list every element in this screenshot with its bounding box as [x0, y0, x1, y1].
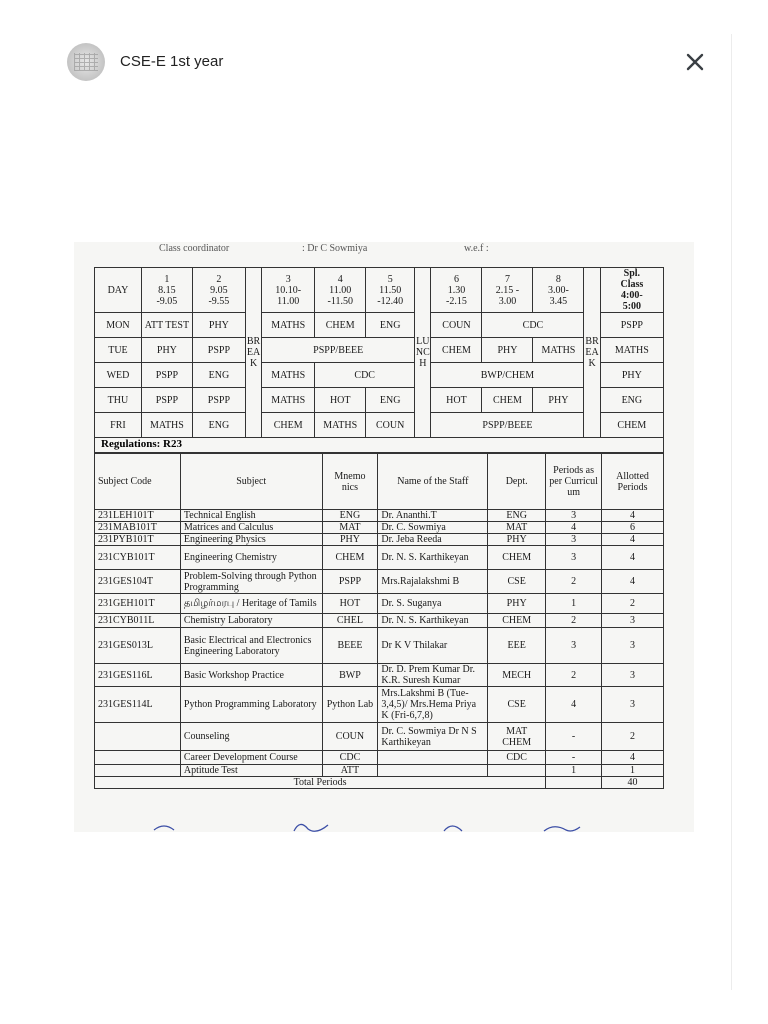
subject-cell-subject: Aptitude Test [180, 765, 322, 777]
cell-p6: CHEM [431, 338, 482, 363]
subject-cell-staff: Mrs.Lakshmi B (Tue-3,4,5)/ Mrs.Hema Priya K (Fri-6,7,8) [378, 687, 488, 723]
subject-cell-periods: 3 [546, 546, 602, 570]
subject-cell-periods: 1 [546, 594, 602, 614]
subject-cell-periods: 3 [546, 534, 602, 546]
subject-cell-periods: 1 [546, 765, 602, 777]
subject-row [95, 628, 664, 664]
subject-cell-staff: Dr. C. Sowmiya [378, 522, 488, 534]
subject-cell-allotted: 4 [602, 534, 664, 546]
regulations-label: Regulations: R23 [94, 435, 664, 453]
cell-spl: CHEM [600, 413, 663, 438]
head-staff: Name of the Staff [378, 454, 488, 510]
signature-scribbles [144, 822, 624, 832]
cell-p8: MATHS [533, 338, 584, 363]
scrap-name: : Dr C Sowmiya [302, 243, 368, 254]
subject-cell-subject: Career Development Course [180, 751, 322, 765]
subject-cell-dept: MECH [488, 664, 546, 687]
cell-p8: PHY [533, 388, 584, 413]
cell-p1: PSPP [141, 363, 192, 388]
subject-cell-allotted: 4 [602, 570, 664, 594]
cell-spl: ENG [600, 388, 663, 413]
cell-day: TUE [95, 338, 142, 363]
subject-row [95, 522, 664, 534]
subject-cell-allotted: 3 [602, 628, 664, 664]
subject-cell-staff: Dr. N. S. Karthikeyan [378, 614, 488, 628]
subject-cell-code: 231GEH101T [95, 594, 181, 614]
subject-row [95, 594, 664, 614]
subject-cell-subject: Engineering Chemistry [180, 546, 322, 570]
subject-cell-allotted: 4 [602, 510, 664, 522]
subject-cell-mnemo: ATT [322, 765, 378, 777]
cell-p5: ENG [366, 313, 415, 338]
subject-cell-code: 231CYB101T [95, 546, 181, 570]
scrap-coordinator: Class coordinator [159, 243, 230, 254]
subject-cell-staff: Dr. N. S. Karthikeyan [378, 546, 488, 570]
subject-row [95, 570, 664, 594]
cell-p2: PSPP [192, 388, 245, 413]
subject-cell-allotted: 2 [602, 723, 664, 751]
subject-cell-subject: தமிழர்மரபு / Heritage of Tamils [180, 594, 322, 614]
cell-p4: CHEM [315, 313, 366, 338]
subject-row [95, 751, 664, 765]
subject-row [95, 510, 664, 522]
subject-cell-subject: Chemistry Laboratory [180, 614, 322, 628]
cell-p78: CDC [482, 313, 584, 338]
group-avatar-icon[interactable] [67, 43, 105, 81]
subject-cell-dept: CHEM [488, 614, 546, 628]
head-periods: Periods as per Curricul um [546, 454, 602, 510]
cell-p2: PHY [192, 313, 245, 338]
break-column-2: BREAK [584, 268, 600, 438]
subject-cell-code: 231LEH101T [95, 510, 181, 522]
subject-cell-subject: Matrices and Calculus [180, 522, 322, 534]
subject-cell-subject: Technical English [180, 510, 322, 522]
cell-day: THU [95, 388, 142, 413]
cell-p1: PSPP [141, 388, 192, 413]
subject-cell-dept: CDC [488, 751, 546, 765]
subject-cell-periods: - [546, 751, 602, 765]
subject-row [95, 687, 664, 723]
cell-p45: CDC [315, 363, 415, 388]
lunch-column: LUNCH [415, 268, 431, 438]
total-row [95, 777, 664, 789]
subject-cell-dept: EEE [488, 628, 546, 664]
subject-cell-mnemo: MAT [322, 522, 378, 534]
cell-p345: PSPP/BEEE [262, 338, 415, 363]
head-p6: 6 1.30 -2.15 [431, 268, 482, 313]
subject-cell-dept: PHY [488, 594, 546, 614]
subject-cell-dept: PHY [488, 534, 546, 546]
subject-cell-code: 231GES013L [95, 628, 181, 664]
cell-day: FRI [95, 413, 142, 438]
subject-cell-staff: Dr. Jeba Reeda [378, 534, 488, 546]
head-spl: Spl. Class 4:00- 5:00 [600, 268, 663, 313]
subject-cell-subject: Counseling [180, 723, 322, 751]
subject-cell-mnemo: BEEE [322, 628, 378, 664]
break-column-1: BREAK [245, 268, 261, 438]
cell-spl: PHY [600, 363, 663, 388]
subject-cell-code [95, 765, 181, 777]
head-p3: 3 10.10- 11.00 [262, 268, 315, 313]
cell-p678: BWP/CHEM [431, 363, 584, 388]
subject-cell-allotted: 3 [602, 614, 664, 628]
timetable-row-fri [95, 413, 664, 438]
subject-cell-periods: 4 [546, 687, 602, 723]
head-dept: Dept. [488, 454, 546, 510]
subject-cell-periods: 2 [546, 614, 602, 628]
panel-divider [731, 34, 732, 990]
cell-p3: MATHS [262, 363, 315, 388]
subject-cell-subject: Python Programming Laboratory [180, 687, 322, 723]
subject-row [95, 534, 664, 546]
subject-cell-staff: Dr. Ananthi.T [378, 510, 488, 522]
subject-cell-code [95, 723, 181, 751]
head-p5: 5 11.50 -12.40 [366, 268, 415, 313]
scrap-wef: w.e.f : [464, 243, 489, 254]
subject-cell-allotted: 3 [602, 664, 664, 687]
subject-cell-allotted: 2 [602, 594, 664, 614]
subject-row [95, 546, 664, 570]
subject-cell-dept: CSE [488, 687, 546, 723]
cell-p3: CHEM [262, 413, 315, 438]
subject-cell-mnemo: ENG [322, 510, 378, 522]
timetable-row-tue [95, 338, 664, 363]
subject-cell-allotted: 3 [602, 687, 664, 723]
subject-cell-allotted: 6 [602, 522, 664, 534]
subject-cell-dept: ENG [488, 510, 546, 522]
subject-cell-staff: Dr. S. Suganya [378, 594, 488, 614]
subject-row [95, 723, 664, 751]
photo-header-scrap [74, 242, 694, 260]
cell-p7: PHY [482, 338, 533, 363]
subject-cell-mnemo: COUN [322, 723, 378, 751]
subject-cell-allotted: 1 [602, 765, 664, 777]
subject-cell-periods: 4 [546, 522, 602, 534]
cell-p1: ATT TEST [141, 313, 192, 338]
subject-cell-subject: Engineering Physics [180, 534, 322, 546]
cell-p5: COUN [366, 413, 415, 438]
subject-cell-code [95, 751, 181, 765]
close-icon[interactable] [683, 50, 707, 74]
subject-cell-dept: MAT CHEM [488, 723, 546, 751]
subjects-head-row [95, 454, 664, 510]
subject-cell-subject: Basic Electrical and Electronics Engineering Laboratory [180, 628, 322, 664]
subject-cell-code: 231MAB101T [95, 522, 181, 534]
subject-cell-mnemo: BWP [322, 664, 378, 687]
subject-cell-staff [378, 765, 488, 777]
subject-cell-dept: MAT [488, 522, 546, 534]
subject-cell-dept: CSE [488, 570, 546, 594]
chat-title[interactable]: CSE-E 1st year [120, 53, 224, 70]
head-p7: 7 2.15 - 3.00 [482, 268, 533, 313]
subject-cell-code: 231GES116L [95, 664, 181, 687]
head-mnemo: Mnemo nics [322, 454, 378, 510]
cell-p2: ENG [192, 363, 245, 388]
cell-day: WED [95, 363, 142, 388]
cell-p7: CHEM [482, 388, 533, 413]
subject-cell-periods: 3 [546, 510, 602, 522]
subject-cell-staff: Dr. D. Prem Kumar Dr. K.R. Suresh Kumar [378, 664, 488, 687]
timetable-row-thu [95, 388, 664, 413]
subject-cell-periods: 2 [546, 664, 602, 687]
head-p8: 8 3.00- 3.45 [533, 268, 584, 313]
subject-row [95, 614, 664, 628]
subject-cell-dept [488, 765, 546, 777]
cell-p2: PSPP [192, 338, 245, 363]
subject-cell-code: 231GES114L [95, 687, 181, 723]
subjects-table [94, 453, 664, 789]
head-p4: 4 11.00 -11.50 [315, 268, 366, 313]
cell-spl: MATHS [600, 338, 663, 363]
subject-cell-periods: 2 [546, 570, 602, 594]
subject-cell-code: 231PYB101T [95, 534, 181, 546]
head-p1: 1 8.15 -9.05 [141, 268, 192, 313]
cell-day: MON [95, 313, 142, 338]
subject-cell-mnemo: Python Lab [322, 687, 378, 723]
subject-cell-periods: - [546, 723, 602, 751]
timetable-row-wed [95, 363, 664, 388]
subject-cell-dept: CHEM [488, 546, 546, 570]
subject-row [95, 664, 664, 687]
cell-p678: PSPP/BEEE [431, 413, 584, 438]
timetable-photo[interactable] [74, 242, 694, 832]
chat-header [0, 0, 768, 120]
subject-cell-subject: Problem-Solving through Python Programming [180, 570, 322, 594]
subject-cell-staff [378, 751, 488, 765]
subject-cell-code: 231GES104T [95, 570, 181, 594]
cell-p1: PHY [141, 338, 192, 363]
cell-p6: COUN [431, 313, 482, 338]
subject-cell-mnemo: CDC [322, 751, 378, 765]
cell-p2: ENG [192, 413, 245, 438]
subject-cell-allotted: 4 [602, 546, 664, 570]
total-value: 40 [602, 777, 664, 789]
head-p2: 2 9.05 -9.55 [192, 268, 245, 313]
head-allotted: Allotted Periods [602, 454, 664, 510]
cell-p4: MATHS [315, 413, 366, 438]
subject-cell-code: 231CYB011L [95, 614, 181, 628]
cell-p4: HOT [315, 388, 366, 413]
total-label: Total Periods [95, 777, 546, 789]
subject-row [95, 765, 664, 777]
subject-cell-mnemo: PHY [322, 534, 378, 546]
subject-cell-mnemo: CHEL [322, 614, 378, 628]
cell-p3: MATHS [262, 313, 315, 338]
subject-cell-mnemo: PSPP [322, 570, 378, 594]
head-subject: Subject [180, 454, 322, 510]
cell-p5: ENG [366, 388, 415, 413]
cell-p6: HOT [431, 388, 482, 413]
timetable-grid [94, 267, 664, 438]
subject-cell-mnemo: HOT [322, 594, 378, 614]
subject-cell-periods: 3 [546, 628, 602, 664]
subject-cell-staff: Mrs.Rajalakshmi B [378, 570, 488, 594]
head-code: Subject Code [95, 454, 181, 510]
subject-cell-staff: Dr K V Thilakar [378, 628, 488, 664]
subject-cell-mnemo: CHEM [322, 546, 378, 570]
subject-cell-allotted: 4 [602, 751, 664, 765]
head-day: DAY [95, 268, 142, 313]
subject-cell-staff: Dr. C. Sowmiya Dr N S Karthikeyan [378, 723, 488, 751]
timetable-row-mon [95, 313, 664, 338]
cell-spl: PSPP [600, 313, 663, 338]
subject-cell-subject: Basic Workshop Practice [180, 664, 322, 687]
timetable-head-row [95, 268, 664, 313]
cell-p1: MATHS [141, 413, 192, 438]
cell-p3: MATHS [262, 388, 315, 413]
